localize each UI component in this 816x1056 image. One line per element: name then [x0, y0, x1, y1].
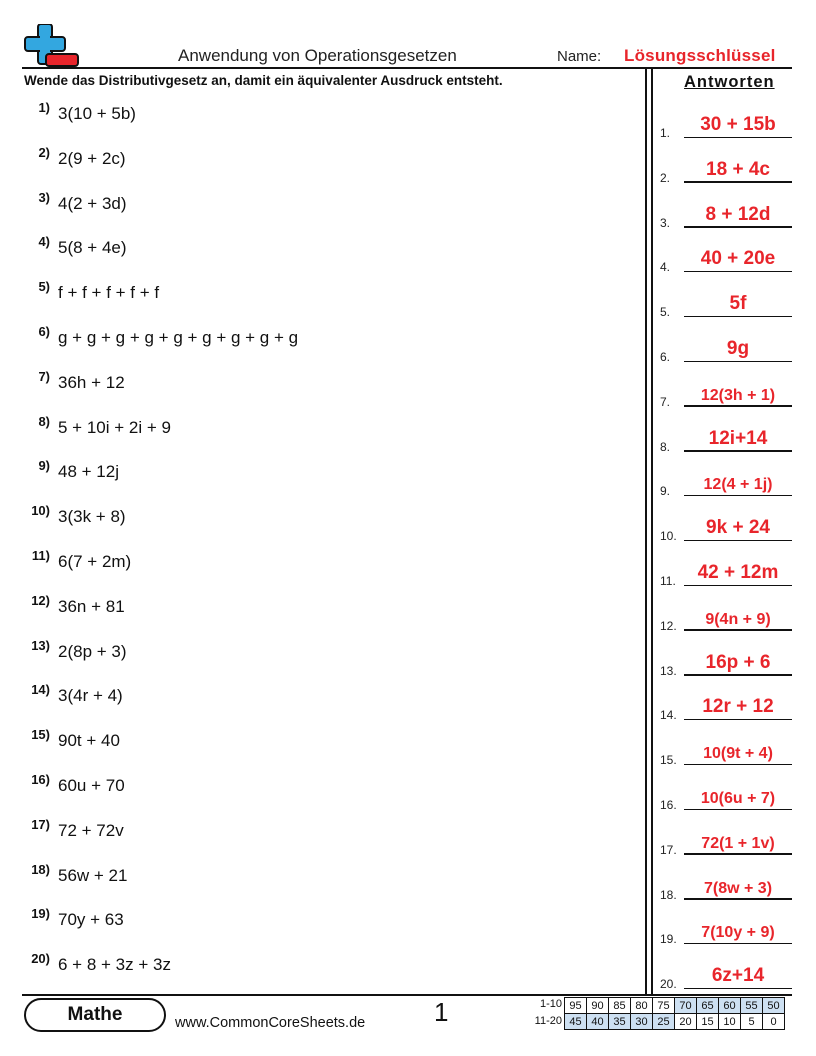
answer-number: 15.	[660, 753, 677, 768]
score-cell: 55	[741, 998, 763, 1014]
score-cell: 20	[675, 1014, 697, 1030]
answer-number: 1.	[660, 126, 671, 140]
problem-item	[20, 145, 126, 175]
problem-item	[20, 414, 171, 444]
problem-number: 11)	[31, 548, 50, 563]
answer-item	[660, 692, 792, 722]
answer-value: 12(3h + 1)	[700, 386, 776, 404]
answer-value: 10(9t + 4)	[703, 745, 773, 763]
score-cell: 30	[631, 1014, 653, 1030]
answer-value: 9g	[726, 338, 750, 359]
answer-line	[684, 450, 792, 452]
answer-value: 12r + 12	[702, 696, 774, 718]
answer-number: 8.	[660, 439, 671, 454]
problem-item	[20, 951, 171, 981]
answer-number: 7.	[660, 394, 671, 409]
answer-line	[684, 361, 792, 363]
score-table	[564, 997, 785, 1030]
score-cell: 15	[697, 1014, 719, 1030]
problem-expression: 5 + 10i + 2i + 9	[58, 417, 171, 437]
answer-value: 8 + 12d	[705, 203, 771, 225]
answer-line	[684, 764, 792, 766]
answer-number: 19.	[660, 932, 677, 947]
score-cell: 90	[587, 998, 609, 1014]
column-divider-left	[645, 68, 647, 994]
answer-number: 18.	[660, 887, 677, 902]
worksheet-title: Anwendung von Operationsgesetzen	[178, 46, 457, 65]
answer-key-label: Lösungsschlüssel	[624, 46, 776, 65]
problem-number: 9)	[38, 458, 50, 474]
answer-line	[684, 719, 792, 721]
answer-number: 5.	[660, 305, 671, 320]
answer-item	[660, 468, 792, 498]
score-cell: 50	[763, 998, 785, 1014]
answer-item	[660, 334, 792, 364]
answer-item	[660, 782, 792, 812]
answer-value: 30 + 15b	[700, 114, 776, 135]
answer-value: 7(10y + 9)	[701, 924, 775, 942]
answer-item	[660, 424, 792, 454]
answer-item	[660, 961, 792, 991]
problem-number: 1)	[38, 100, 50, 115]
answer-number: 14.	[660, 708, 677, 723]
problem-number: 13)	[31, 637, 50, 653]
answer-line	[684, 898, 792, 900]
answer-number: 2.	[660, 170, 671, 185]
name-label: Name:	[557, 48, 602, 65]
problem-expression: 2(9 + 2c)	[58, 148, 126, 168]
answer-number: 16.	[660, 798, 677, 812]
answer-line	[684, 405, 792, 407]
problem-expression: 2(8p + 3)	[58, 641, 127, 661]
problem-number: 6)	[38, 324, 50, 339]
score-cell: 45	[565, 1014, 587, 1030]
score-cell: 65	[697, 998, 719, 1014]
answer-line	[684, 853, 792, 855]
score-cell: 60	[719, 998, 741, 1014]
instructions: Wende das Distributivgesetz an, damit ein äquivalenter Ausdruck entsteht.	[24, 73, 503, 88]
problem-number: 7)	[38, 368, 50, 384]
answer-line	[684, 181, 792, 183]
answer-line	[684, 809, 792, 811]
problem-item	[20, 593, 125, 623]
problem-number: 8)	[38, 413, 50, 429]
problem-number: 3)	[38, 189, 50, 205]
problem-item	[20, 862, 127, 892]
problem-item	[20, 458, 119, 488]
problem-expression: 3(10 + 5b)	[58, 104, 136, 123]
problem-number: 16)	[31, 772, 50, 787]
answers-heading: Antworten	[684, 73, 775, 91]
answer-item	[660, 379, 792, 409]
score-cell: 40	[587, 1014, 609, 1030]
problem-expression: 70y + 63	[58, 910, 124, 930]
answer-number: 17.	[660, 842, 677, 857]
problem-expression: f + f + f + f + f	[58, 283, 160, 303]
answer-number: 6.	[660, 350, 671, 364]
answer-item	[660, 872, 792, 902]
answer-value: 16p + 6	[705, 651, 771, 673]
problem-expression: 5(8 + 4e)	[58, 238, 127, 258]
problem-item	[20, 369, 125, 399]
score-cell: 80	[631, 998, 653, 1014]
score-cell: 5	[741, 1014, 763, 1030]
problem-number: 12)	[31, 592, 50, 608]
score-cell: 70	[675, 998, 697, 1014]
score-row	[565, 1014, 785, 1030]
problem-expression: 72 + 72v	[58, 820, 124, 840]
problem-expression: 6 + 8 + 3z + 3z	[58, 955, 171, 975]
answer-value: 42 + 12m	[697, 562, 779, 583]
website-link[interactable]: www.CommonCoreSheets.de	[175, 1015, 366, 1031]
score-cell: 10	[719, 1014, 741, 1030]
answer-item	[660, 110, 792, 140]
problem-number: 2)	[38, 144, 50, 160]
plus-minus-logo-icon	[22, 24, 80, 68]
problem-expression: 60u + 70	[58, 776, 125, 795]
answer-line	[684, 674, 792, 676]
problem-expression: 4(2 + 3d)	[58, 193, 127, 213]
problem-number: 15)	[31, 727, 50, 743]
column-divider-right	[651, 68, 653, 994]
answer-value: 6z+14	[711, 965, 765, 987]
answer-value: 12i+14	[708, 427, 768, 449]
page-number: 1	[434, 997, 449, 1027]
problem-number: 18)	[31, 861, 50, 877]
score-cell: 95	[565, 998, 587, 1014]
score-cell: 0	[763, 1014, 785, 1030]
problem-number: 10)	[31, 503, 50, 519]
header-divider	[22, 67, 792, 69]
answer-line	[684, 629, 792, 631]
answer-number: 12.	[660, 618, 677, 633]
answer-line	[684, 316, 792, 318]
answer-item	[660, 603, 792, 633]
answer-value: 7(8w + 3)	[703, 879, 773, 897]
problem-item	[20, 279, 159, 309]
answer-value: 40 + 20e	[700, 248, 776, 270]
problem-item	[20, 234, 127, 264]
problem-expression: g + g + g + g + g + g + g + g + g	[58, 328, 299, 347]
answer-number: 9.	[660, 484, 671, 499]
answer-item	[660, 916, 792, 946]
answer-item	[660, 827, 792, 857]
answer-line	[684, 988, 792, 990]
answer-line	[684, 137, 792, 139]
answer-value: 9(4n + 9)	[705, 610, 771, 628]
answer-number: 11.	[660, 574, 676, 588]
problem-item	[20, 548, 131, 578]
problem-expression: 56w + 21	[58, 865, 128, 885]
answer-number: 13.	[660, 663, 677, 678]
answer-line	[684, 585, 792, 587]
problem-item	[20, 638, 127, 668]
problem-number: 4)	[38, 234, 50, 250]
problem-item	[20, 503, 126, 533]
answer-item	[660, 737, 792, 767]
problem-item	[20, 817, 124, 847]
problem-item	[20, 190, 127, 220]
problem-expression: 36n + 81	[58, 596, 125, 616]
problem-expression: 3(3k + 8)	[58, 507, 126, 527]
score-cell: 35	[609, 1014, 631, 1030]
answer-number: 4.	[660, 260, 671, 275]
answer-item	[660, 155, 792, 185]
answer-line	[684, 495, 792, 497]
answer-value: 9k + 24	[706, 517, 770, 539]
answer-value: 12(4 + 1j)	[703, 476, 773, 494]
answer-item	[660, 648, 792, 678]
answer-item	[660, 558, 792, 588]
problem-expression: 36h + 12	[58, 372, 125, 392]
answer-line	[684, 943, 792, 945]
answer-item	[660, 289, 792, 319]
answer-number: 20.	[660, 977, 677, 992]
answer-number: 10.	[660, 529, 677, 544]
answer-value: 18 + 4c	[706, 158, 770, 180]
score-row	[565, 998, 785, 1014]
answer-value: 10(6u + 7)	[700, 790, 776, 807]
problem-number: 20)	[31, 951, 50, 967]
problem-expression: 90t + 40	[58, 731, 120, 751]
problem-item	[20, 772, 125, 802]
answer-value: 72(1 + 1v)	[701, 834, 775, 852]
problem-number: 19)	[31, 906, 50, 922]
problem-expression: 6(7 + 2m)	[58, 552, 132, 571]
answer-line	[684, 271, 792, 273]
problem-expression: 3(4r + 4)	[58, 686, 123, 706]
problem-number: 5)	[38, 279, 50, 295]
problem-expression: 48 + 12j	[58, 462, 119, 482]
problem-item	[20, 324, 298, 354]
score-row-label: 11-20	[534, 1015, 562, 1027]
answer-item	[660, 513, 792, 543]
problem-number: 14)	[31, 682, 50, 698]
problem-item	[20, 906, 124, 936]
problem-item	[20, 682, 123, 712]
problem-item	[20, 727, 120, 757]
score-cell: 75	[653, 998, 675, 1014]
answer-item	[660, 244, 792, 274]
answer-line	[684, 540, 792, 542]
footer-divider	[22, 994, 792, 996]
answer-line	[684, 226, 792, 228]
answer-number: 3.	[660, 215, 671, 230]
score-cell: 25	[653, 1014, 675, 1030]
subject-badge: Mathe	[24, 998, 166, 1032]
score-cell: 85	[609, 998, 631, 1014]
score-row-label: 1-10	[539, 998, 562, 1010]
problem-item	[20, 100, 136, 130]
answer-item	[660, 200, 792, 230]
problem-number: 17)	[31, 816, 50, 832]
answer-value: 5f	[729, 293, 747, 315]
